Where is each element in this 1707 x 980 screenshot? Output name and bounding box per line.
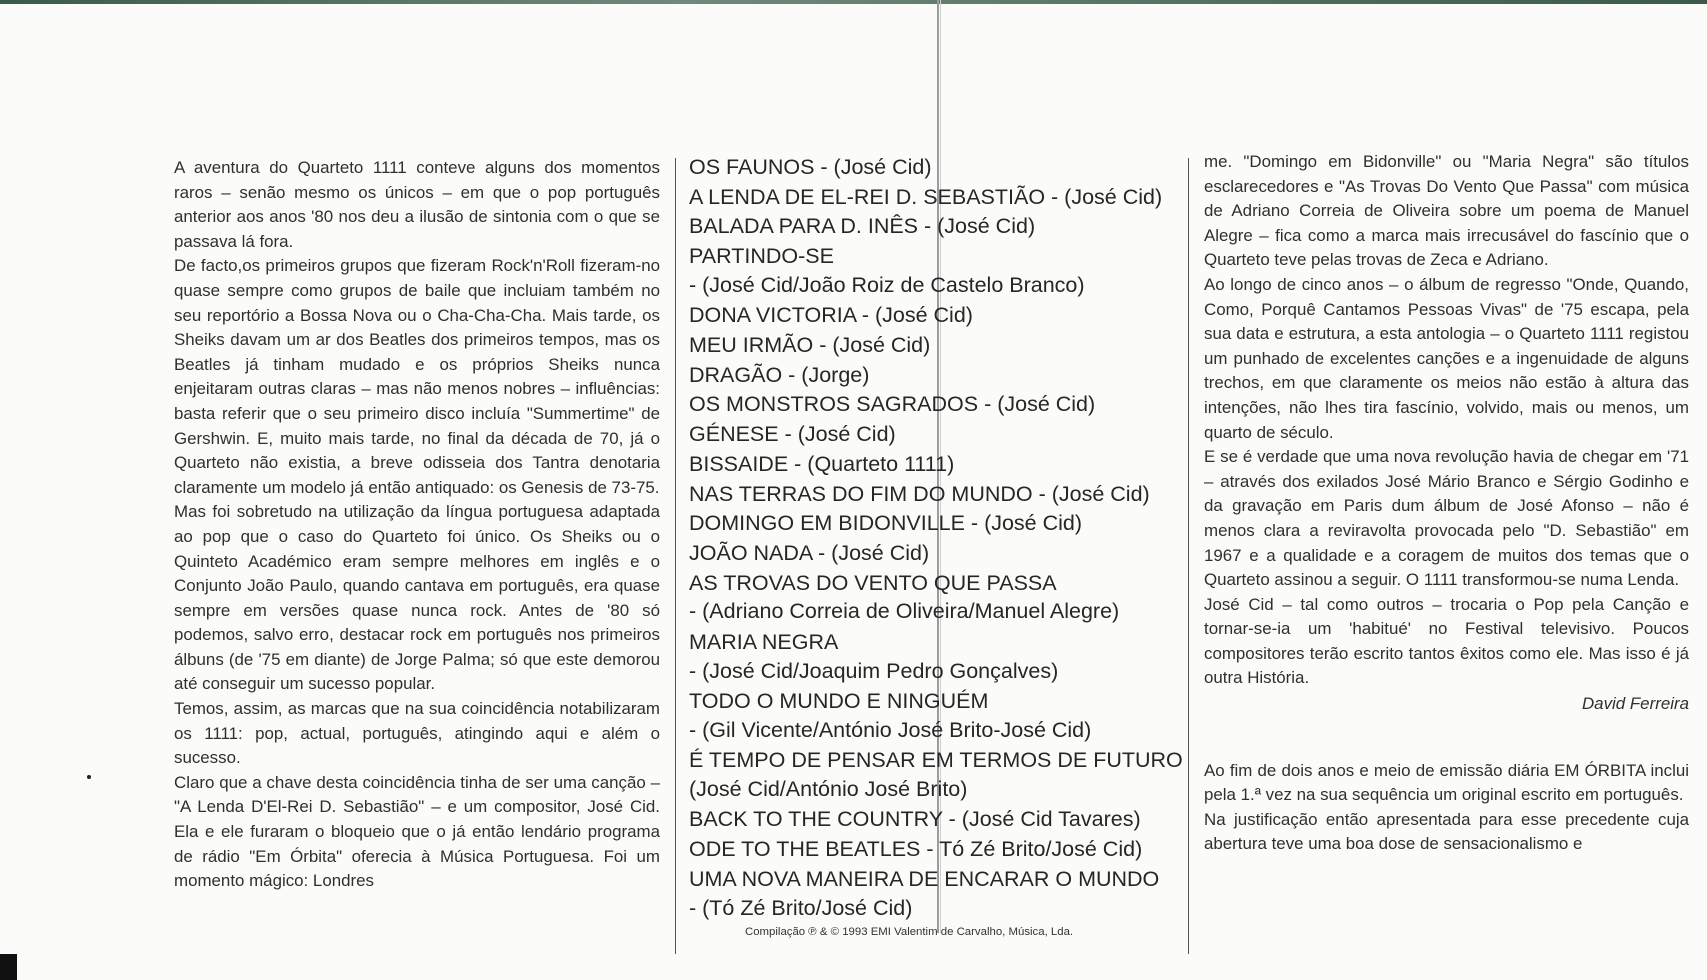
paragraph: De facto,os primeiros grupos que fizeram Rock'n'Roll fizeram-no quase sempre como grupos de baile que incluiam também no seu reportório a Bossa Nova ou o Cha-Cha-Cha. Mais tarde, os Sheiks davam um ar dos Beatles dos primeiros tempos, mas os Beatles já tinham mudado e os próprios Sheiks nunca enjeitaram outras claras – mas não menos nobres – influências: basta referir que o seu primeiro disco incluía "Summertime" de Gershwin. E, muito mais tarde, no final da década de 70, já o Quarteto não existia, a breve odisseia dos Tantra denotaria claramente um modelo já então antiquado: os Genesis de 73-75. xyxy=(174,256,660,497)
paragraph: E se é verdade que uma nova revolução havia de chegar em '71 – através dos exilados José Mário Branco e Sérgio Godinho e da gravação em Paris dum álbum de José Afonso – não é menos clara a reviravolta provocada pelo "D. Sebastião" em 1967 e a qualidade e a coragem de muitos dos temas que o Quarteto assinou a seguir. O 1111 transformou-se numa Lenda. xyxy=(1204,447,1689,590)
track-item xyxy=(689,301,1189,331)
track-title: GÉNESE - (José Cid) xyxy=(689,422,896,447)
paragraph: Na justificação então apresentada para esse precedente cuja abertura teve uma boa dose de sensacionalismo e xyxy=(1204,809,1689,854)
paragraph: Ao fim de dois anos e meio de emissão diária EM ÓRBITA inclui pela 1.ª vez na sua sequência um original escrito em português. xyxy=(1204,760,1689,805)
track-title: UMA NOVA MANEIRA DE ENCARAR O MUNDO xyxy=(689,866,1160,891)
track-item xyxy=(689,390,1189,420)
paragraph: José Cid – tal como outros – trocaria o Pop pela Canção e tornar-se-ia um 'habitué' no Festival televisivo. Poucos compositores terão escrito tantos êxitos como ele. Mas isso é já outra História. xyxy=(1204,594,1689,688)
track-title: OS MONSTROS SAGRADOS - (José Cid) xyxy=(689,392,1096,417)
scan-speck xyxy=(87,775,91,779)
track-title: OS FAUNOS - (José Cid) xyxy=(689,155,932,179)
track-item xyxy=(689,569,1189,625)
copyright-notice: Compilação ℗ & © 1993 EMI Valentim de Carvalho, Música, Lda. xyxy=(745,926,1074,938)
top-color-band xyxy=(0,0,1707,4)
track-title: MEU IRMÃO - (José Cid) xyxy=(689,333,931,358)
track-item xyxy=(689,805,1189,835)
track-item xyxy=(689,361,1189,391)
track-title: A LENDA DE EL-REI D. SEBASTIÃO - (José Cid) xyxy=(689,184,1163,209)
track-title: NAS TERRAS DO FIM DO MUNDO - (José Cid) xyxy=(689,481,1150,506)
track-item xyxy=(689,331,1189,361)
track-title: DOMINGO EM BIDONVILLE - (José Cid) xyxy=(689,511,1083,536)
tracklist xyxy=(689,153,1189,943)
author-signature: David Ferreira xyxy=(1581,694,1689,714)
right-text-column xyxy=(1204,150,1689,952)
track-item xyxy=(689,865,1189,921)
track-credit: - (Gil Vicente/António José Brito-José Cid) xyxy=(689,717,1092,742)
track-item xyxy=(689,509,1189,539)
track-item xyxy=(689,450,1189,480)
track-item xyxy=(689,242,1189,298)
track-credit: - (Adriano Correia de Oliveira/Manuel Alegre) xyxy=(689,599,1120,624)
track-title: ODE TO THE BEATLES - Tó Zé Brito/José Cid) xyxy=(689,837,1143,862)
track-title: TODO O MUNDO E NINGUÉM xyxy=(689,689,989,714)
track-item xyxy=(689,539,1189,569)
paragraph: Ao longo de cinco anos – o álbum de regresso "Onde, Quando, Como, Porquê Cantamos Pessoas Vivas" de '75 escapa, pela sua data e estrutura, a esta antologia – o Quarteto 1111 registou um punhado de excelentes canções e a ingenuidade de alguns trechos, em que claramente os meios não estão à altura das intenções, não lhes tira fascínio, volvido, mais ou menos, um quarto de século. xyxy=(1204,274,1689,442)
track-title: DONA VICTORIA - (José Cid) xyxy=(689,303,973,328)
track-title: É TEMPO DE PENSAR EM TERMOS DE FUTURO xyxy=(689,748,1183,773)
track-credit: - (José Cid/João Roiz de Castelo Branco) xyxy=(689,272,1085,297)
track-item xyxy=(689,212,1189,242)
track-title: BACK TO THE COUNTRY - (José Cid Tavares) xyxy=(689,807,1141,832)
track-title: MARIA NEGRA xyxy=(689,629,839,654)
track-item xyxy=(689,746,1189,802)
track-title: DRAGÃO - (Jorge) xyxy=(689,362,870,387)
track-item xyxy=(689,480,1189,510)
column-divider-left xyxy=(675,158,676,954)
track-item xyxy=(689,835,1189,865)
track-title: JOÃO NADA - (José Cid) xyxy=(689,540,930,565)
paragraph: Mas foi sobretudo na utilização da língua portuguesa adaptada ao pop que o caso do Quarteto foi único. Os Sheiks ou o Quinteto Académico eram sempre melhores em inglês e o Conjunto João Paulo, quando cantava em português, era quase sempre em versões quase nunca rock. Antes de '80 só podemos, salvo erro, destacar rock em português nos primeiros álbuns (de '75 em diante) de Jorge Palma; só que este demorou até conseguir um sucesso popular. xyxy=(174,502,660,694)
track-item xyxy=(689,183,1189,213)
paragraph: Claro que a chave desta coincidência tinha de ser uma canção – "A Lenda D'El-Rei D. Sebastião" – e um compositor, José Cid. Ela e ele furaram o bloqueio que o já então lendário programa de rádio "Em Órbita" oferecia à Música Portuguesa. Foi um momento mágico: Londres xyxy=(174,772,660,891)
track-item xyxy=(689,420,1189,450)
paragraph: A aventura do Quarteto 1111 conteve alguns dos momentos raros – senão mesmo os únicos – em que o pop português anterior aos anos '80 nos deu a ilusão de sintonia com o que se passava lá fora. xyxy=(174,158,660,251)
track-credit: - (José Cid/Joaquim Pedro Gonçalves) xyxy=(689,658,1059,683)
track-title: PARTINDO-SE xyxy=(689,244,834,269)
track-item xyxy=(689,628,1189,684)
paragraph: me. "Domingo em Bidonville" ou "Maria Negra" são títulos esclarecedores e "As Trovas Do Vento Que Passa" com música de Adriano Correia de Oliveira sobre um poema de Manuel Alegre – fica como a marca mais irrecusável do fascínio que o Quarteto teve pelas trovas de Zeca e Adriano. xyxy=(1204,152,1689,270)
track-title: BALADA PARA D. INÊS - (José Cid) xyxy=(689,214,1036,239)
scan-edge-mark xyxy=(0,954,17,980)
track-item xyxy=(689,153,1189,183)
track-item xyxy=(689,687,1189,743)
track-title: AS TROVAS DO VENTO QUE PASSA xyxy=(689,570,1057,595)
track-credit: (José Cid/António José Brito) xyxy=(689,776,968,801)
left-text-column xyxy=(174,156,660,952)
track-title: BISSAIDE - (Quarteto 1111) xyxy=(689,451,955,476)
track-credit: - (Tó Zé Brito/José Cid) xyxy=(689,895,913,920)
paragraph: Temos, assim, as marcas que na sua coincidência notabilizaram os 1111: pop, actual, português, atingindo aqui e além o sucesso. xyxy=(174,699,660,768)
